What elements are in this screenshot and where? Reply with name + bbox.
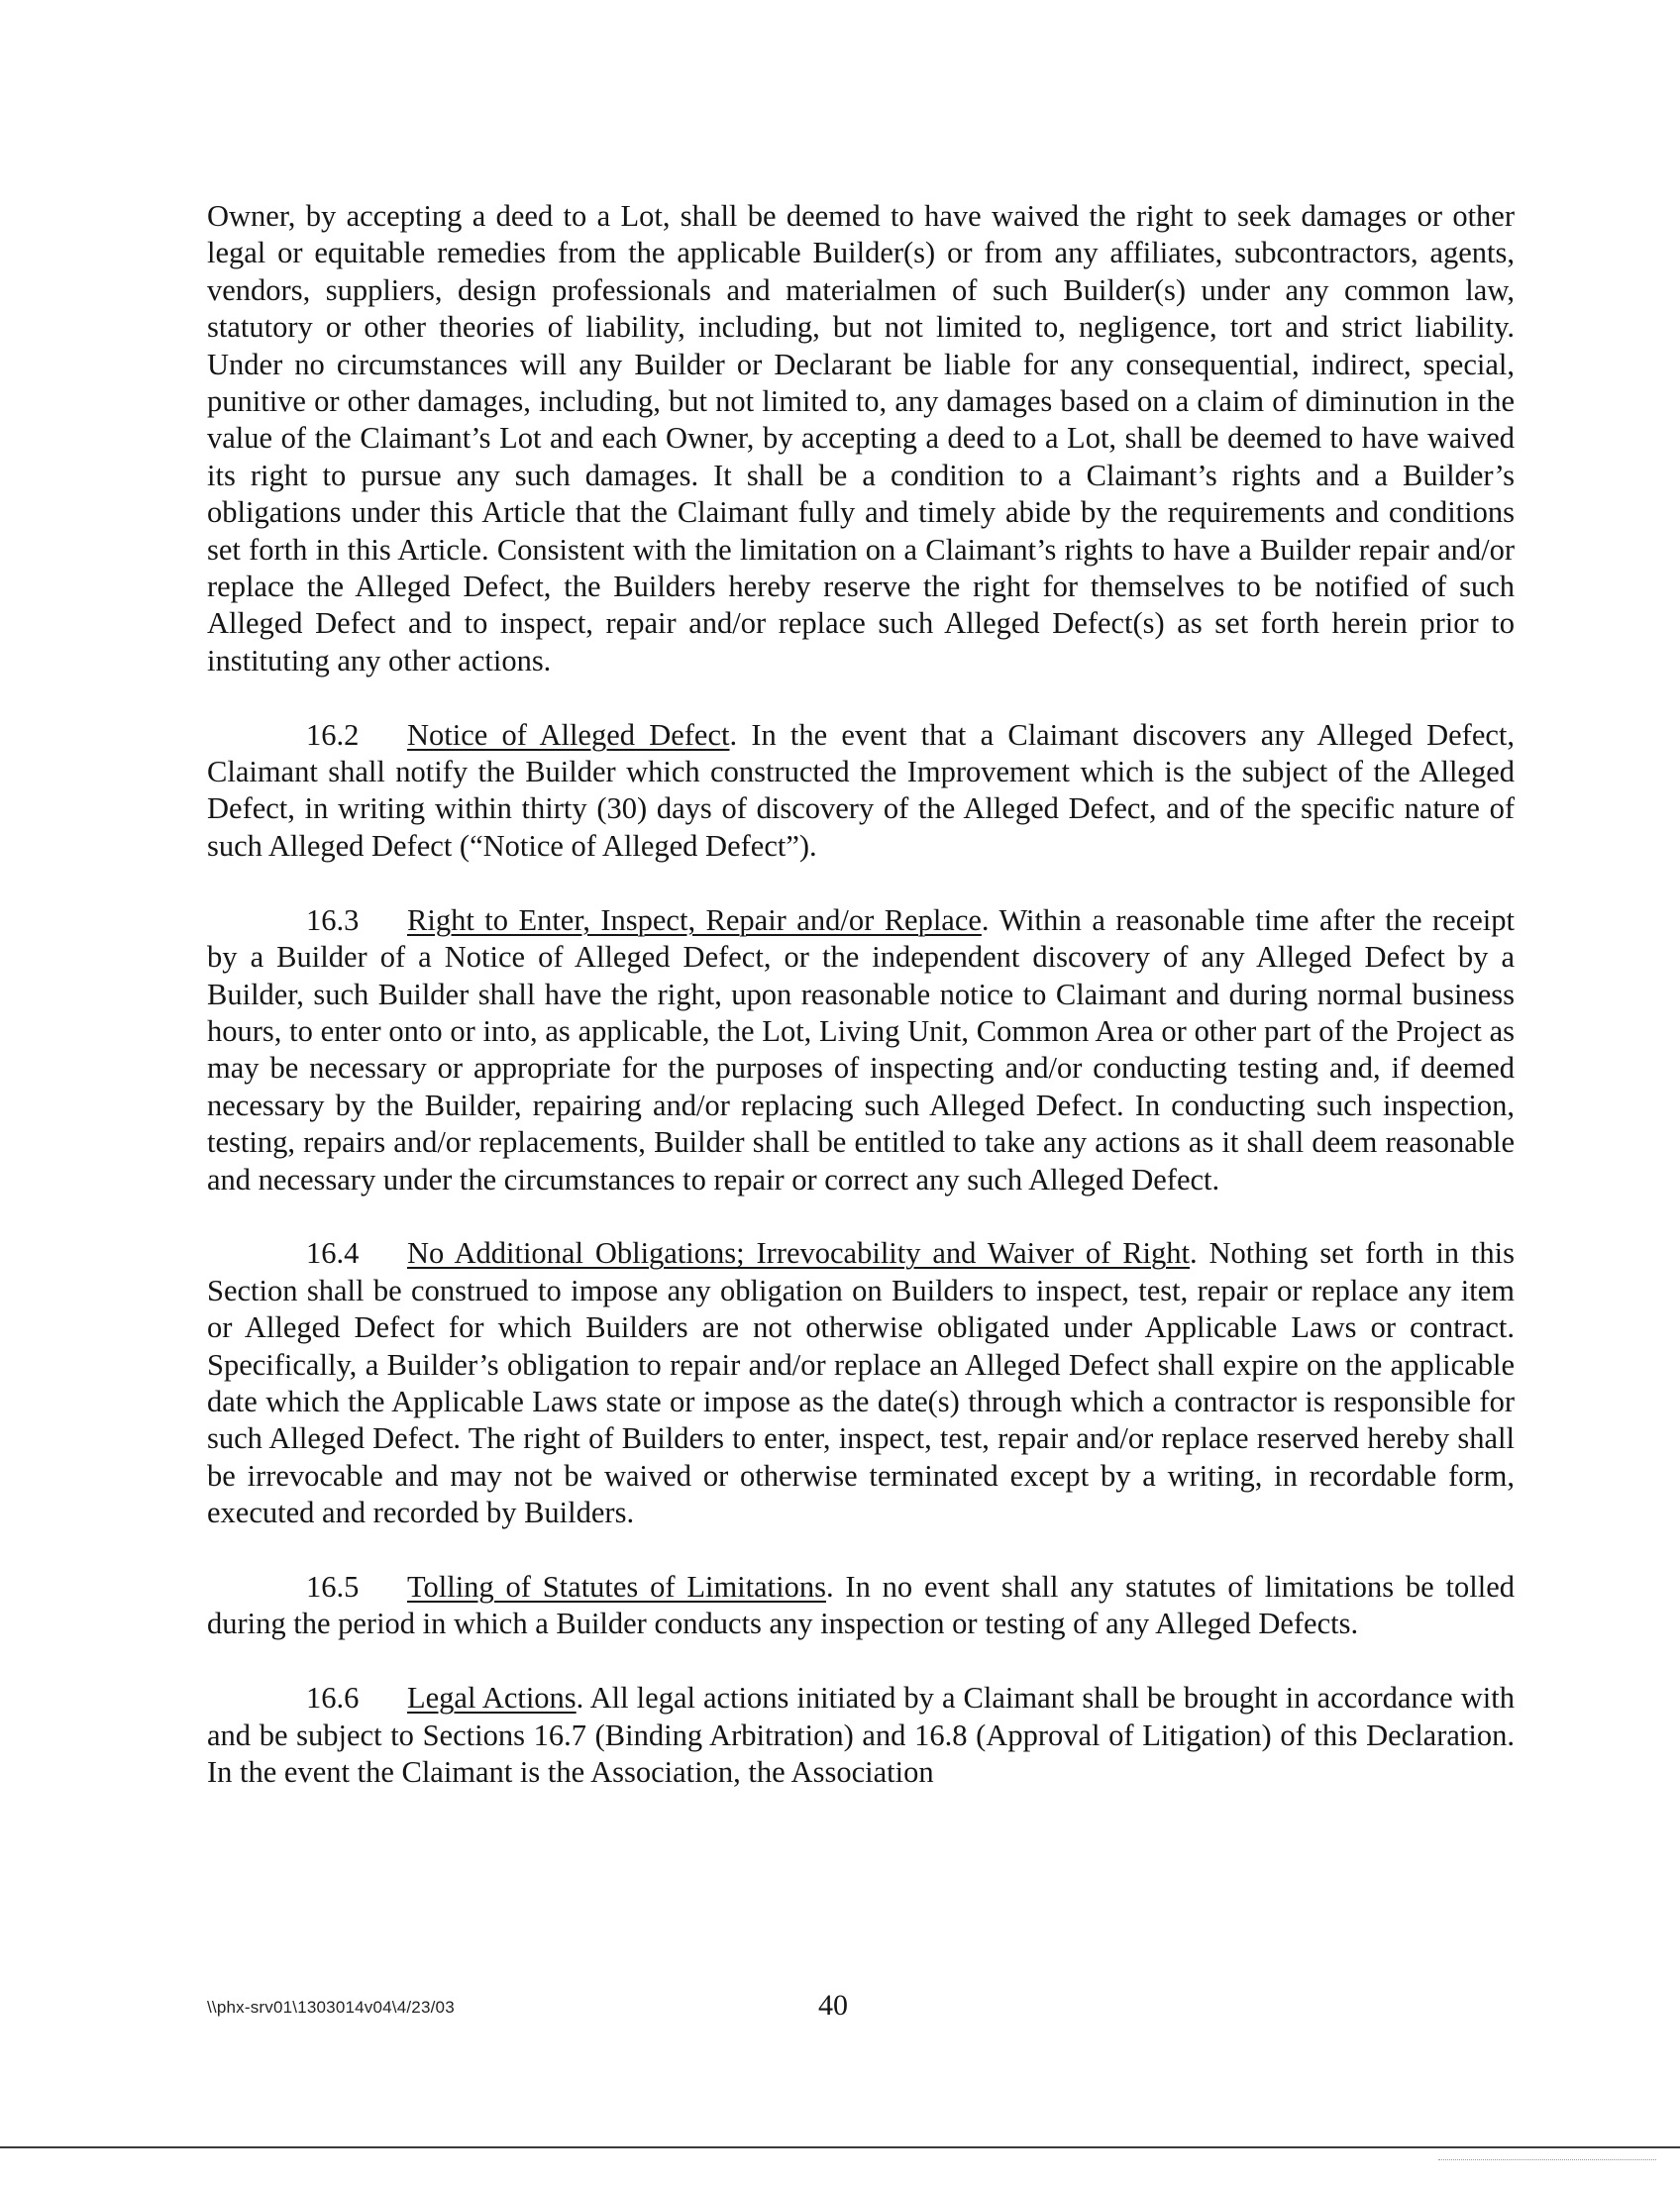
footer-document-id: \\phx-srv01\1303014v04\4/23/03: [207, 1998, 455, 2017]
section-number: 16.5: [306, 1569, 360, 1604]
section-16-2: [207, 717, 1515, 866]
section-16-3: [207, 902, 1515, 1198]
section-body: . Nothing set forth in this Section shall be construed to impose any obligation on Builders to inspect, test, repair or replace any item or Alleged Defect for which Builders are not otherwise obligated under Applicable Laws or contract. Specifically, a Builder’s obligation to repair and/or replace an Alleged Defect shall expire on the applicable date which the Applicable Laws state or impose as the date(s) through which a contractor is responsible for such Alleged Defect. The right of Builders to enter, inspect, test, repair and/or replace reserved hereby shall be irrevocable and may not be waived or otherwise terminated except by a writing, in recordable form, executed and recorded by Builders.: [207, 1236, 1515, 1530]
section-title: Legal Actions: [407, 1681, 577, 1716]
section-number: 16.4: [306, 1236, 360, 1271]
scan-artifact: [1438, 2159, 1656, 2161]
section-16-5: [207, 1569, 1515, 1643]
section-16-6: [207, 1680, 1515, 1791]
intro-paragraph: Owner, by accepting a deed to a Lot, shall be deemed to have waived the right to seek damages or other legal or equitable remedies from the applicable Builder(s) or from any affiliates, subcontractors, agents, vendors, suppliers, design professionals and materialmen of such Builder(s) under any common law, statutory or other theories of liability, including, but not limited to, negligence, tort and strict liability. Under no circumstances will any Builder or Declarant be liable for any consequential, indirect, special, punitive or other damages, including, but not limited to, any damages based on a claim of diminution in the value of the Claimant’s Lot and each Owner, by accepting a deed to a Lot, shall be deemed to have waived its right to pursue any such damages. It shall be a condition to a Claimant’s rights and a Builder’s obligations under this Article that the Claimant fully and timely abide by the requirements and conditions set forth in this Article. Consistent with the limitation on a Claimant’s rights to have a Builder repair and/or replace the Alleged Defect, the Builders hereby reserve the right for themselves to be notified of such Alleged Defect and to inspect, repair and/or replace such Alleged Defect(s) as set forth herein prior to instituting any other actions.: [207, 199, 1515, 677]
document-body: [207, 198, 1515, 1828]
scan-edge-line: [0, 2146, 1680, 2148]
section-body: . All legal actions initiated by a Claimant shall be brought in accordance with and be subject to Sections 16.7 (Binding Arbitration) and 16.8 (Approval of Litigation) of this Declaration. In the event the Claimant is the Association, the Association: [207, 1681, 1515, 1789]
section-body: . In the event that a Claimant discovers any Alleged Defect, Claimant shall notify the Builder which constructed the Improvement which is the subject of the Alleged Defect, in writing within thirty (30) days of discovery of the Alleged Defect, and of the specific nature of such Alleged Defect (“Notice of Alleged Defect”).: [207, 717, 1516, 863]
section-title: Right to Enter, Inspect, Repair and/or Replace: [407, 902, 982, 937]
section-title: Notice of Alleged Defect: [407, 717, 730, 752]
section-body: . Within a reasonable time after the receipt by a Builder of a Notice of Alleged Defect, or the independent discovery of any Alleged Defect by a Builder, such Builder shall have the right, upon reasonable notice to Claimant and during normal business hours, to enter onto or into, as applicable, the Lot, Living Unit, Common Area or other part of the Project as may be necessary or appropriate for the purposes of inspecting and/or conducting testing and, if deemed necessary by the Builder, repairing and/or replacing such Alleged Defect. In conducting such inspection, testing, repairs and/or replacements, Builder shall be entitled to take any actions as it shall deem reasonable and necessary under the circumstances to repair or correct any such Alleged Defect.: [207, 902, 1515, 1197]
page-number: 40: [818, 1989, 848, 2022]
section-title: Tolling of Statutes of Limitations: [407, 1569, 826, 1604]
section-16-4: [207, 1235, 1515, 1531]
section-title: No Additional Obligations; Irrevocability and Waiver of Right: [407, 1236, 1191, 1271]
section-number: 16.2: [306, 717, 360, 752]
section-number: 16.6: [306, 1681, 360, 1716]
section-body: . In no event shall any statutes of limitations be tolled during the period in which a Builder conducts any inspection or testing of any Alleged Defects.: [207, 1569, 1515, 1641]
section-number: 16.3: [306, 902, 360, 937]
